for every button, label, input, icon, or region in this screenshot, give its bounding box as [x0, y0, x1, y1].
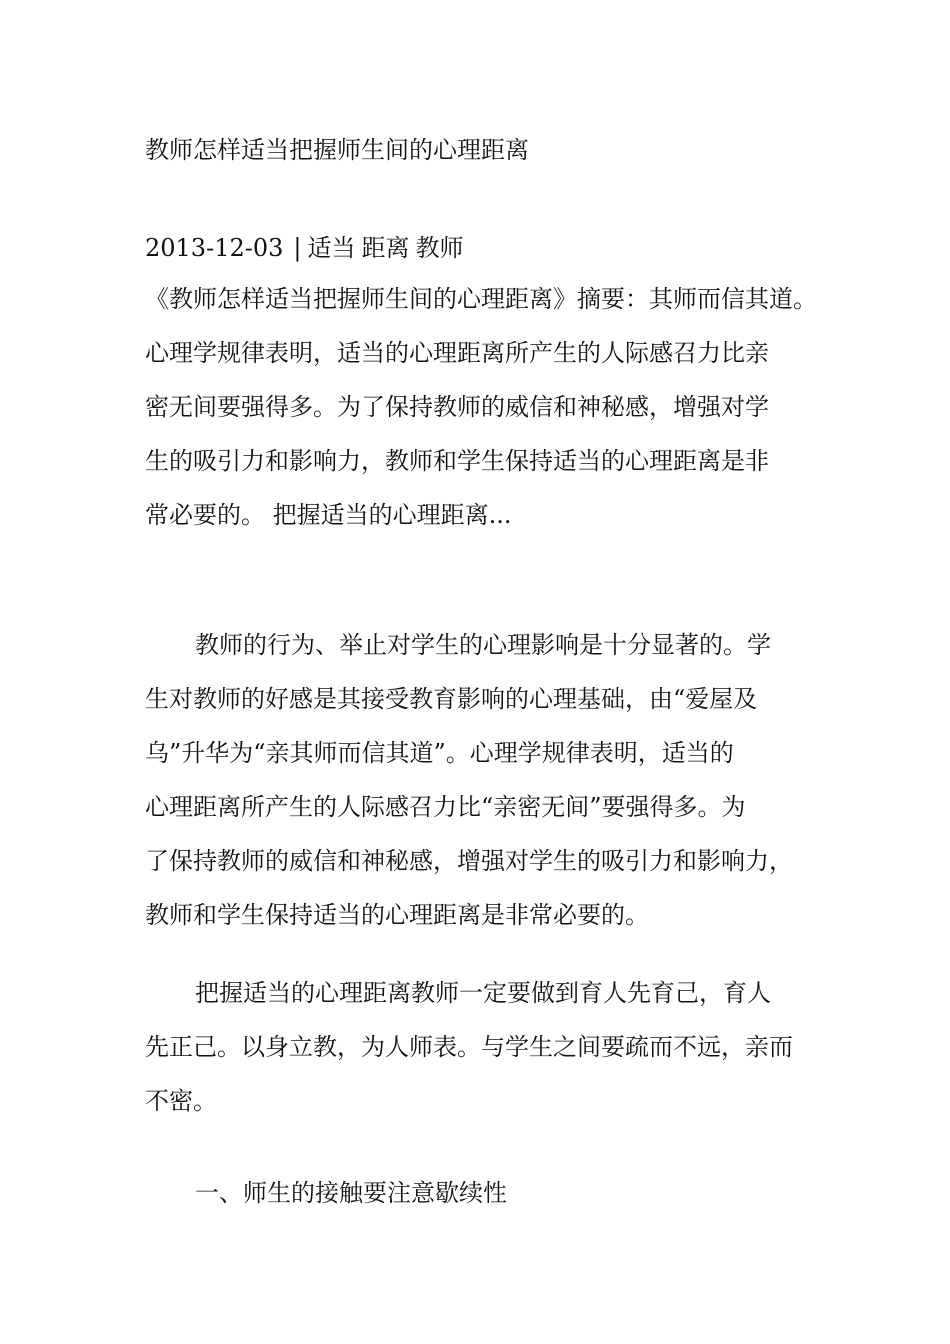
- summary-line: 密无间要强得多。为了保持教师的威信和神秘感，增强对学: [145, 393, 769, 421]
- article-summary: [145, 272, 825, 542]
- article-meta: [145, 230, 469, 266]
- paragraph-line: 先正己。以身立教，为人师表。与学生之间要疏而不远，亲而: [145, 1033, 793, 1061]
- body-paragraph-2: [145, 966, 825, 1128]
- summary-line: 《教师怎样适当把握师生间的心理距离》摘要：其师而信其道。: [145, 285, 817, 313]
- article-title: 教师怎样适当把握师生间的心理距离: [145, 136, 529, 164]
- paragraph-line: 生对教师的好感是其接受教育影响的心理基础，由“爱屋及: [145, 685, 758, 713]
- paragraph-line: 心理距离所产生的人际感召力比“亲密无间”要强得多。为: [145, 793, 746, 821]
- paragraph-line: 了保持教师的威信和神秘感，增强对学生的吸引力和影响力，: [145, 847, 793, 875]
- paragraph-line: 把握适当的心理距离教师一定要做到育人先育己，育人: [195, 979, 771, 1007]
- paragraph-line: 教师和学生保持适当的心理距离是非常必要的。: [145, 901, 649, 929]
- section-heading: [145, 1166, 825, 1220]
- publish-date: 2013-12-03: [145, 234, 284, 262]
- body-paragraph-1: [145, 618, 825, 942]
- section-heading-text: 一、师生的接触要注意歇续性: [195, 1179, 507, 1207]
- summary-line: 生的吸引力和影响力，教师和学生保持适当的心理距离是非: [145, 447, 769, 475]
- tag-item: 距离: [361, 234, 410, 262]
- tag-item: 教师: [415, 234, 464, 262]
- paragraph-line: 教师的行为、举止对学生的心理影响是十分显著的。学: [195, 631, 771, 659]
- summary-line: 常必要的。 把握适当的心理距离...: [145, 501, 512, 529]
- meta-separator: |: [293, 234, 302, 262]
- paragraph-line: 不密。: [145, 1087, 217, 1115]
- paragraph-line: 乌”升华为“亲其师而信其道”。心理学规律表明，适当的: [145, 739, 734, 767]
- tag-item: 适当: [307, 234, 356, 262]
- summary-line: 心理学规律表明，适当的心理距离所产生的人际感召力比亲: [145, 339, 769, 367]
